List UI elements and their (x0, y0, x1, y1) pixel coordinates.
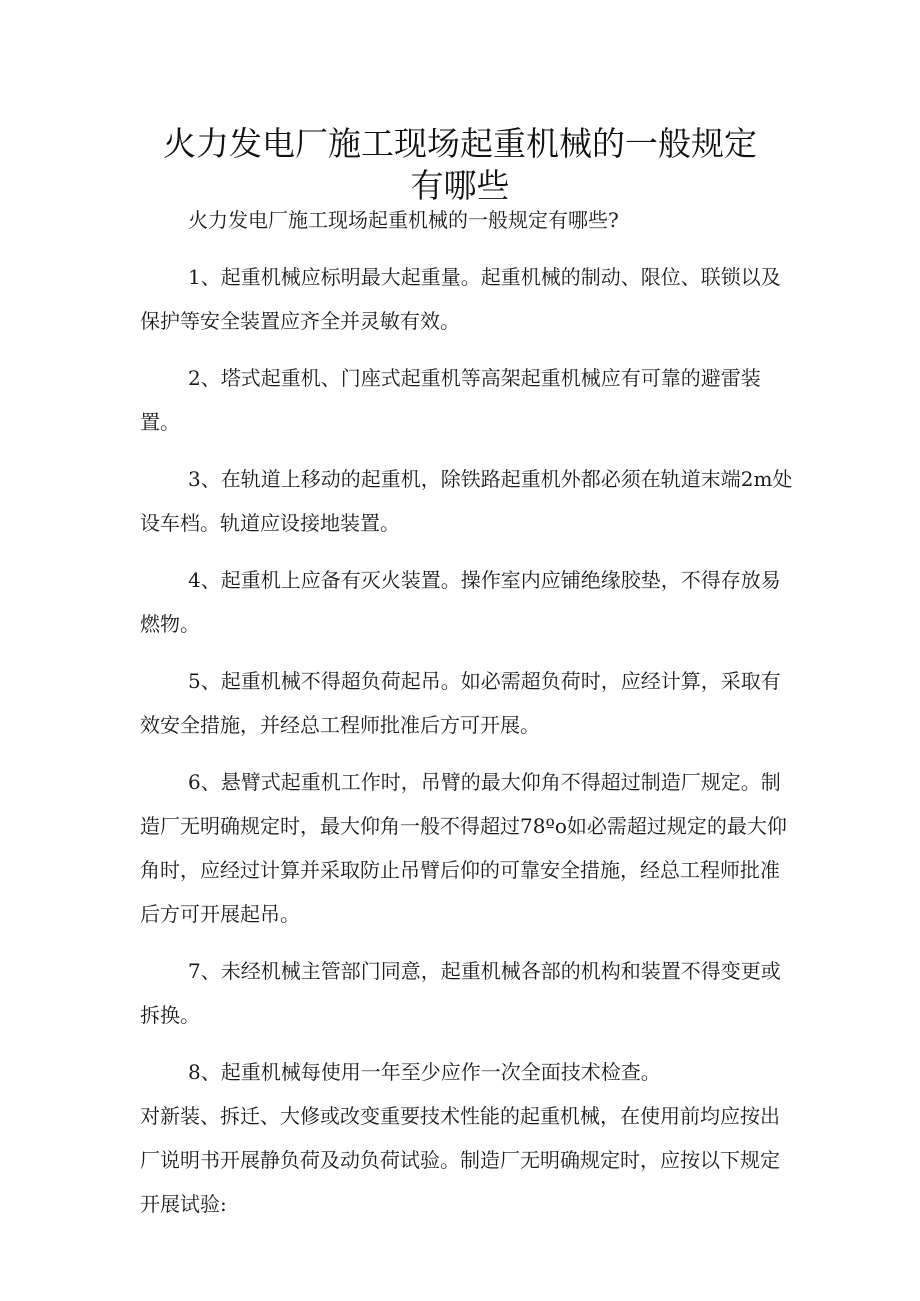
document-body (140, 198, 795, 1226)
rule-paragraph-5: 5、起重机械不得超负荷起吊。如必需超负荷时，应经计算，采取有效安全措施，并经总工程师批准后方可开展。 (140, 669, 781, 737)
rule-paragraph-2: 2、塔式起重机、门座式起重机等高架起重机械应有可靠的避雷装置。 (140, 366, 761, 434)
page-title: 火力发电厂施工现场起重机械的一般规定 (163, 124, 757, 163)
rule-paragraph-8: 8、起重机械每使用一年至少应作一次全面技术检查。 (188, 1060, 661, 1084)
rule-paragraph-3: 3、在轨道上移动的起重机，除铁路起重机外都必须在轨道末端2m处设车档。轨道应设接地装置。 (140, 467, 793, 535)
intro-paragraph: 火力发电厂施工现场起重机械的一般规定有哪些? (188, 208, 619, 232)
rule-paragraph-7: 7、未经机械主管部门同意，起重机械各部的机构和装置不得变更或拆换。 (140, 959, 781, 1027)
continuation-paragraph: 对新装、拆迁、大修或改变重要技术性能的起重机械，在使用前均应按出厂说明书开展静负荷及动负荷试验。制造厂无明确规定时，应按以下规定开展试验: (140, 1104, 780, 1216)
page-title-continued: 有哪些 (410, 166, 510, 205)
rule-paragraph-1: 1、起重机械应标明最大起重量。起重机械的制动、限位、联锁以及保护等安全装置应齐全并灵敏有效。 (140, 265, 781, 333)
rule-paragraph-4: 4、起重机上应备有灭火装置。操作室内应铺绝缘胶垫，不得存放易燃物。 (140, 568, 781, 636)
rule-paragraph-6: 6、悬臂式起重机工作时，吊臂的最大仰角不得超过制造厂规定。制造厂无明确规定时，最大仰角一般不得超过78ºo如必需超过规定的最大仰角时，应经过计算并采取防止吊臂后仰的可靠安全措施，经总工程师批准后方可开展起吊。 (140, 770, 787, 926)
